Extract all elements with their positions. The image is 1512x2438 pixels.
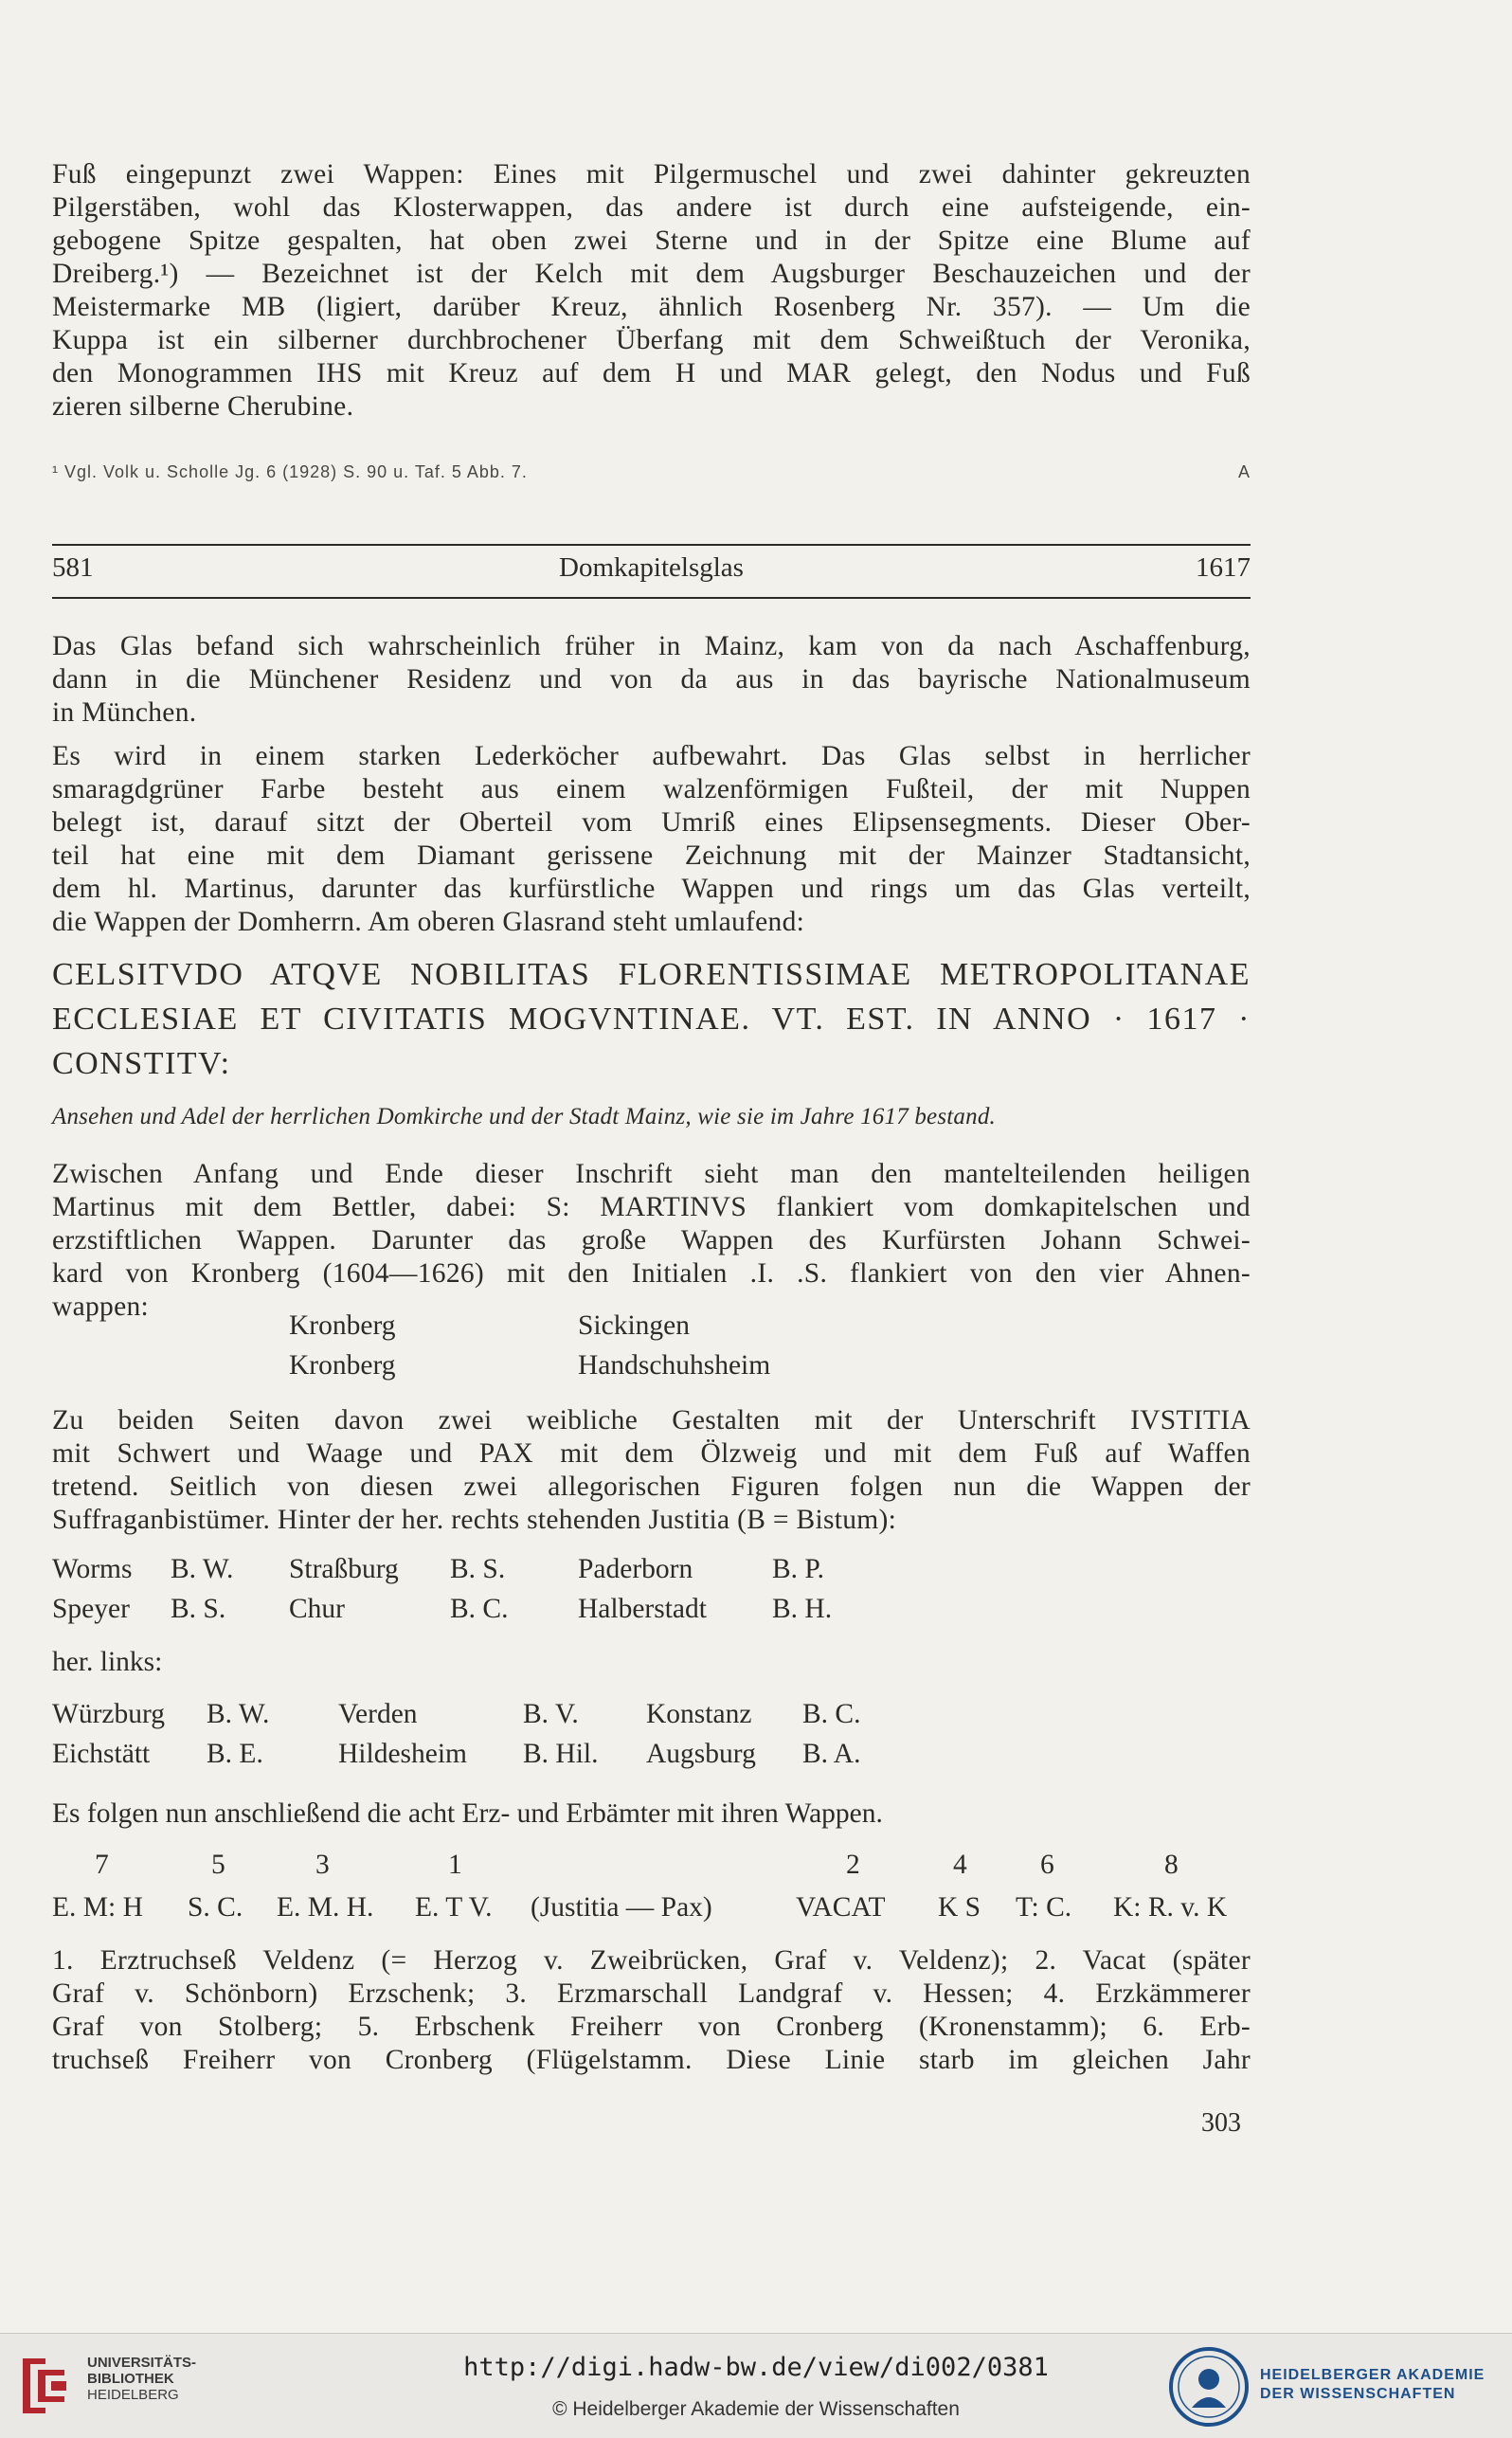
- text-line: belegt ist, darauf sitzt der Oberteil vom Umriß eines Elipsensegments. Dieser Ober-: [52, 807, 1251, 838]
- top-paragraph: [52, 158, 1251, 424]
- office-code: E. M: H: [52, 1892, 143, 1923]
- text-line: Zwischen Anfang und Ende dieser Inschrift sieht man den mantelteilenden heiligen: [52, 1159, 1251, 1189]
- office-code: K S: [938, 1892, 981, 1923]
- bishopric-code: B. A.: [802, 1739, 861, 1769]
- header-rule-top: [52, 544, 1251, 546]
- office-code: E. T V.: [415, 1892, 493, 1923]
- text-line: mit Schwert und Waage und PAX mit dem Ölzweig und mit dem Fuß auf Waffen: [52, 1438, 1251, 1469]
- bishopric-code: B. S.: [171, 1594, 226, 1624]
- permalink[interactable]: http://digi.hadw-bw.de/view/di002/0381: [463, 2353, 1049, 2382]
- academy-line: DER WISSENSCHAFTEN: [1260, 2386, 1456, 2402]
- bishopric-name: Paderborn: [578, 1554, 693, 1584]
- office-number: 8: [1164, 1850, 1179, 1880]
- text-line: Es wird in einem starken Lederköcher aufbewahrt. Das Glas selbst in herrlicher: [52, 741, 1251, 771]
- footnote-text: ¹ Vgl. Volk u. Scholle Jg. 6 (1928) S. 90 u. Taf. 5 Abb. 7.: [52, 462, 528, 481]
- text-line: kard von Kronberg (1604—1626) mit den Initialen .I. .S. flankiert von den vier Ahnen-: [52, 1258, 1251, 1289]
- text-line: smaragdgrüner Farbe besteht aus einem walzenförmigen Fußteil, der mit Nuppen: [52, 774, 1251, 804]
- academy-seal-icon: [1167, 2345, 1251, 2429]
- text-line: 1. Erztruchseß Veldenz (= Herzog v. Zweibrücken, Graf v. Veldenz); 2. Vacat (später: [52, 1945, 1251, 1976]
- bishopric-code: B. S.: [450, 1554, 506, 1584]
- library-line: BIBLIOTHEK: [87, 2371, 174, 2387]
- bishopric-name: Straßburg: [289, 1554, 399, 1584]
- text-line: den Monogrammen IHS mit Kreuz auf dem H und MAR gelegt, den Nodus und Fuß: [52, 358, 1251, 388]
- text-line: Graf von Stolberg; 5. Erbschenk Freiherr von Cronberg (Kronenstamm); 6. Erb-: [52, 2012, 1251, 2042]
- paragraph-description: [52, 740, 1251, 939]
- entry-number: 581: [52, 552, 94, 583]
- text-line: gebogene Spitze gespalten, hat oben zwei Sterne und in der Spitze eine Blume auf: [52, 226, 1251, 256]
- inscription-translation: Ansehen und Adel der herrlichen Domkirche und der Stadt Mainz, wie sie im Jahre 1617 bestand.: [52, 1104, 996, 1129]
- paragraph-offices: [52, 1944, 1251, 2077]
- text-line: Fuß eingepunzt zwei Wappen: Eines mit Pilgermuschel und zwei dahinter gekreuzten: [52, 159, 1251, 190]
- copyright-notice: © Heidelberger Akademie der Wissenschaften: [552, 2398, 960, 2420]
- inscription: [52, 952, 1251, 1086]
- bishopric-name: Verden: [338, 1699, 418, 1729]
- inscription-line: ECCLESIAE ET CIVITATIS MOGVNTINAE. VT. EST. IN ANNO · 1617 ·: [52, 1002, 1251, 1037]
- text-line: Pilgerstäben, wohl das Klosterwappen, das andere ist durch eine aufsteigende, ein-: [52, 192, 1251, 223]
- text-line: Graf v. Schönborn) Erzschenk; 3. Erzmarschall Landgraf v. Hessen; 4. Erzkämmerer: [52, 1978, 1251, 2009]
- bishopric-code: B. V.: [523, 1699, 579, 1729]
- bishopric-name: Hildesheim: [338, 1739, 468, 1769]
- bishopric-name: Würzburg: [52, 1699, 166, 1729]
- footnote: [52, 462, 1251, 482]
- text-line: Zu beiden Seiten davon zwei weibliche Gestalten mit der Unterschrift IVSTITIA: [52, 1405, 1251, 1436]
- office-number: 2: [846, 1850, 860, 1880]
- office-code: (Justitia — Pax): [531, 1892, 712, 1923]
- office-number: 4: [953, 1850, 967, 1880]
- header-rule-bottom: [52, 597, 1251, 599]
- text-line: teil hat eine mit dem Diamant gerissene Zeichnung mit der Mainzer Stadtansicht,: [52, 840, 1251, 871]
- entry-year: 1617: [1196, 552, 1251, 583]
- her-links-label: her. links:: [52, 1647, 163, 1677]
- text-line: erzstiftlichen Wappen. Darunter das große Wappen des Kurfürsten Johann Schwei-: [52, 1225, 1251, 1255]
- text-line: dann in die Münchener Residenz und von da aus in das bayrische Nationalmuseum: [52, 664, 1251, 695]
- office-number: 5: [211, 1850, 225, 1880]
- inscription-line: CELSITVDO ATQVE NOBILITAS FLORENTISSIMAE METROPOLITANAE: [52, 957, 1251, 992]
- bishopric-code: B. H.: [772, 1594, 833, 1624]
- text-line: truchseß Freiherr von Cronberg (Flügelstamm. Diese Linie starb im gleichen Jahr: [52, 2045, 1251, 2075]
- paragraph-justitia: [52, 1404, 1251, 1537]
- office-code: E. M. H.: [277, 1892, 374, 1923]
- digitization-footer: [0, 2333, 1512, 2438]
- office-number: 3: [315, 1850, 330, 1880]
- text-line: in München.: [52, 697, 197, 728]
- bishopric-code: B. E.: [207, 1739, 263, 1769]
- signature-mark: A: [1237, 462, 1251, 481]
- text-line: Kuppa ist ein silberner durchbrochener Überfang mit dem Schweißtuch der Veronika,: [52, 325, 1251, 355]
- bishopric-code: B. W.: [207, 1699, 270, 1729]
- office-code: T: C.: [1016, 1892, 1072, 1923]
- bishopric-name: Halberstadt: [578, 1594, 707, 1624]
- ancestor-name: Handschuhsheim: [578, 1350, 771, 1381]
- academy-name: [1260, 2366, 1485, 2404]
- office-number: 1: [448, 1850, 462, 1880]
- page-number: 303: [1201, 2108, 1241, 2138]
- bishopric-name: Augsburg: [646, 1739, 756, 1769]
- bishopric-name: Worms: [52, 1554, 133, 1584]
- bishopric-name: Eichstätt: [52, 1739, 151, 1769]
- text-line: Dreiberg.¹) — Bezeichnet ist der Kelch mit dem Augsburger Beschauzeichen und der: [52, 259, 1251, 289]
- academy-line: HEIDELBERGER AKADEMIE: [1260, 2367, 1485, 2383]
- library-line: UNIVERSITÄTS-: [87, 2355, 197, 2371]
- paragraph-provenance: [52, 630, 1251, 730]
- offices-intro: Es folgen nun anschließend die acht Erz- und Erbämter mit ihren Wappen.: [52, 1798, 883, 1829]
- library-line: HEIDELBERG: [87, 2387, 179, 2403]
- paragraph-martinus: [52, 1158, 1251, 1324]
- office-code: VACAT: [796, 1892, 886, 1923]
- text-line: Martinus mit dem Bettler, dabei: S: MARTINVS flankiert vom domkapitelschen und: [52, 1192, 1251, 1222]
- text-line: Suffraganbistümer. Hinter der her. rechts stehenden Justitia (B = Bistum):: [52, 1505, 897, 1535]
- office-number: 7: [95, 1850, 109, 1880]
- bishopric-name: Speyer: [52, 1594, 130, 1624]
- office-code: K: R. v. K: [1113, 1892, 1228, 1923]
- entry-title: Domkapitelsglas: [559, 552, 744, 583]
- text-line: die Wappen der Domherrn. Am oberen Glasrand steht umlaufend:: [52, 907, 805, 937]
- ancestor-name: Sickingen: [578, 1310, 690, 1341]
- bishopric-name: Chur: [289, 1594, 345, 1624]
- bishopric-code: B. C.: [450, 1594, 509, 1624]
- ancestor-name: Kronberg: [289, 1350, 396, 1381]
- text-line: Das Glas befand sich wahrscheinlich früher in Mainz, kam von da nach Aschaffenburg,: [52, 631, 1251, 661]
- ancestor-name: Kronberg: [289, 1310, 396, 1341]
- text-line: Meistermarke MB (ligiert, darüber Kreuz, ähnlich Rosenberg Nr. 357). — Um die: [52, 292, 1251, 322]
- bishopric-code: B. C.: [802, 1699, 861, 1729]
- office-number: 6: [1040, 1850, 1054, 1880]
- inscription-line: CONSTITV:: [52, 1046, 231, 1081]
- text-line: zieren silberne Cherubine.: [52, 391, 354, 422]
- text-line: wappen:: [52, 1291, 150, 1322]
- bishopric-code: B. W.: [171, 1554, 234, 1584]
- bishopric-name: Konstanz: [646, 1699, 752, 1729]
- text-line: tretend. Seitlich von diesen zwei allegorischen Figuren folgen nun die Wappen der: [52, 1472, 1251, 1502]
- office-code: S. C.: [188, 1892, 243, 1923]
- text-line: dem hl. Martinus, darunter das kurfürstliche Wappen und rings um das Glas verteilt,: [52, 874, 1251, 904]
- bishopric-code: B. P.: [772, 1554, 824, 1584]
- bishopric-code: B. Hil.: [523, 1739, 599, 1769]
